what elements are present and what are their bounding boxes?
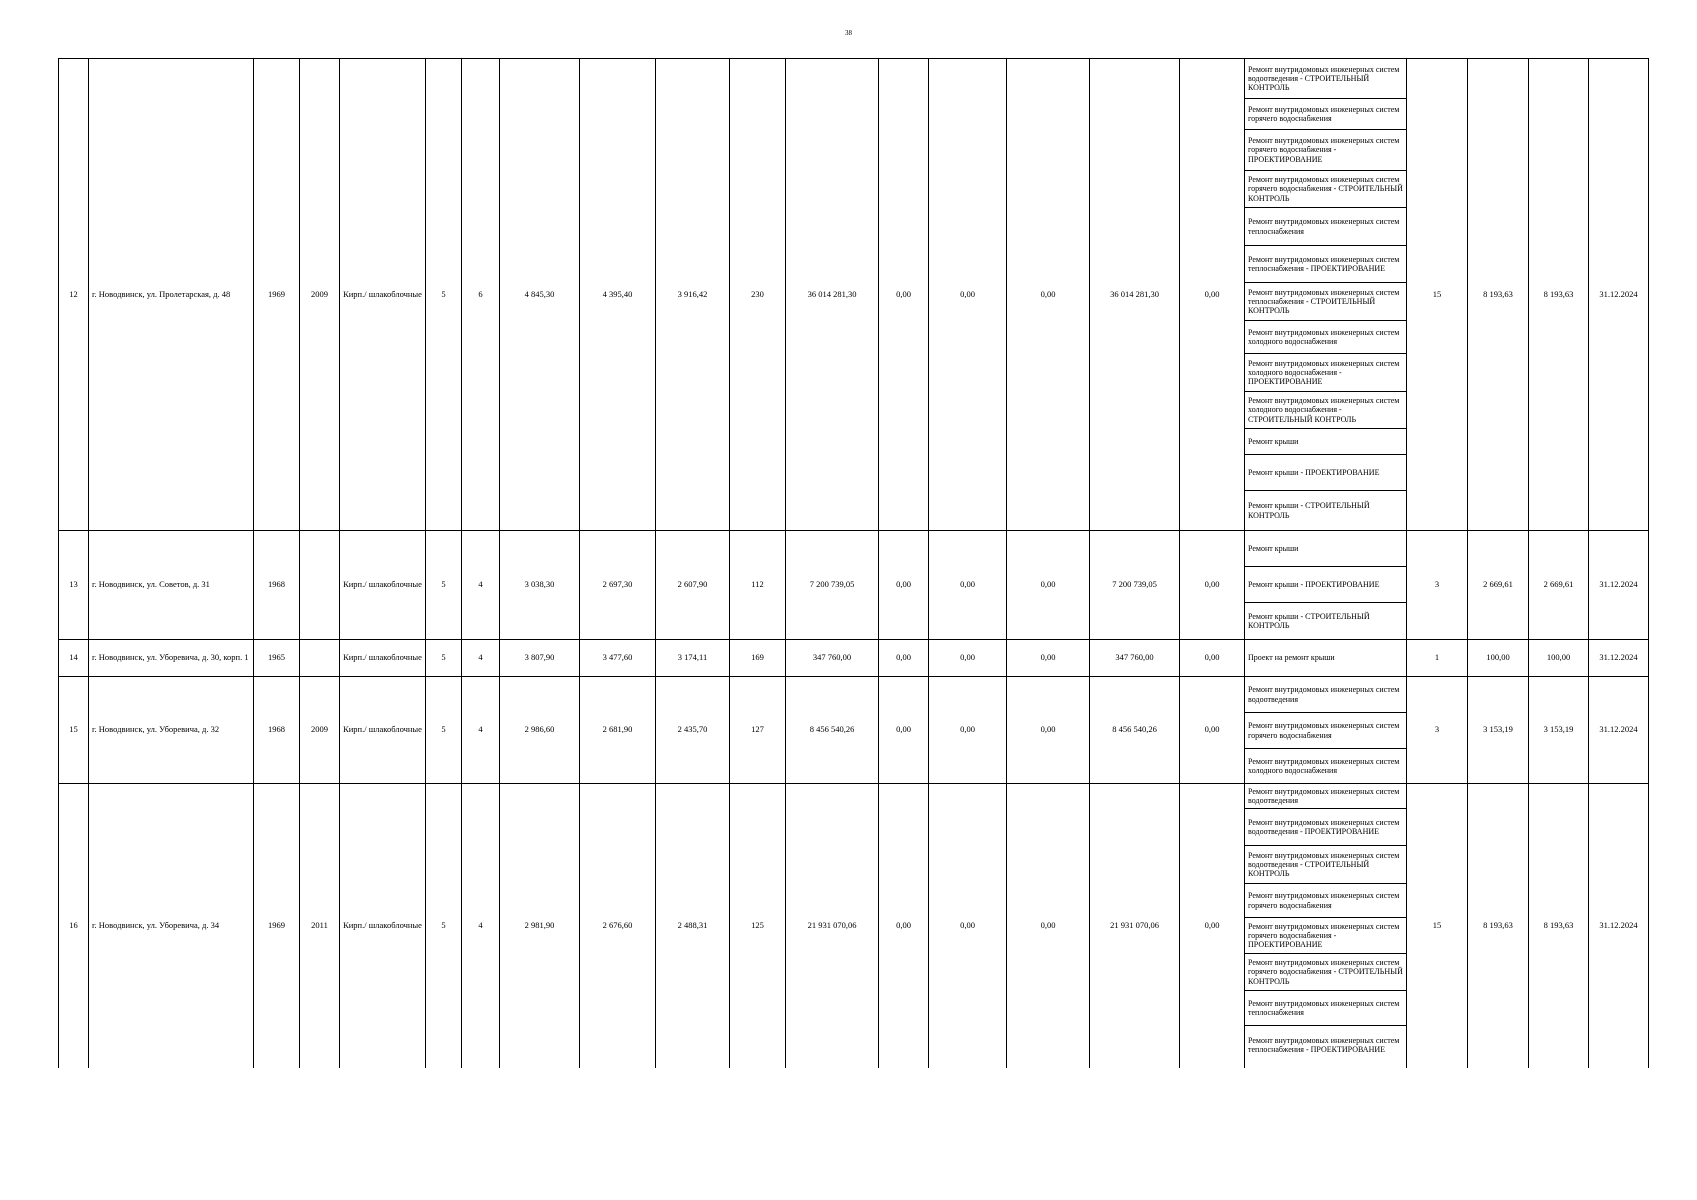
work-item: Ремонт внутридомовых инженерных систем холодного водоснабжения - ПРОЕКТИРОВАНИЕ: [1245, 354, 1406, 392]
living-area-cell: 2 435,70: [656, 677, 730, 784]
total-cost-cell: 8 456 540,26: [786, 677, 879, 784]
floors-count-cell: 5: [426, 640, 462, 677]
year-last-repair-cell: 2009: [300, 59, 340, 531]
work-item: Ремонт внутридомовых инженерных систем теплоснабжения - СТРОИТЕЛЬНЫЙ КОНТРОЛЬ: [1245, 283, 1406, 321]
table-row: [59, 531, 1649, 640]
fund-local-cell: 0,00: [1007, 677, 1090, 784]
fund-local-cell: 0,00: [1007, 640, 1090, 677]
table-row: [59, 677, 1649, 784]
floors-count-cell: 5: [426, 59, 462, 531]
unit-cost-max-cell: 2 669,61: [1529, 531, 1589, 640]
unit-cost-cell: 3 153,19: [1468, 677, 1529, 784]
deadline-cell: 31.12.2024: [1589, 677, 1649, 784]
year-built-cell: 1969: [254, 59, 300, 531]
premises-area-cell: 2 681,90: [580, 677, 656, 784]
works-count-cell: 15: [1407, 784, 1468, 1068]
residents-count-cell: 230: [730, 59, 786, 531]
wall-material-cell: Кирп./ шлакоблочные: [340, 677, 426, 784]
entrances-count-cell: 4: [462, 677, 500, 784]
fund-other-cell: 0,00: [1180, 677, 1245, 784]
work-item: Ремонт внутридомовых инженерных систем водоотведения - ПРОЕКТИРОВАНИЕ: [1245, 809, 1406, 846]
living-area-cell: 3 174,11: [656, 640, 730, 677]
work-item: Ремонт внутридомовых инженерных систем теплоснабжения: [1245, 208, 1406, 246]
year-built-cell: 1965: [254, 640, 300, 677]
works-count-cell: 1: [1407, 640, 1468, 677]
fund-regional-cell: 0,00: [929, 640, 1007, 677]
works-count-cell: 3: [1407, 677, 1468, 784]
fund-owners-cell: 8 456 540,26: [1090, 677, 1180, 784]
year-last-repair-cell: 2011: [300, 784, 340, 1068]
fund-federal-cell: 0,00: [879, 784, 929, 1068]
address-cell: г. Новодвинск, ул. Пролетарская, д. 48: [89, 59, 254, 531]
row-number-cell: 16: [59, 784, 89, 1068]
deadline-cell: 31.12.2024: [1589, 59, 1649, 531]
row-number-cell: 14: [59, 640, 89, 677]
total-cost-cell: 347 760,00: [786, 640, 879, 677]
year-last-repair-cell: [300, 531, 340, 640]
fund-other-cell: 0,00: [1180, 640, 1245, 677]
work-list: [1245, 531, 1406, 639]
total-area-cell: 4 845,30: [500, 59, 580, 531]
fund-federal-cell: 0,00: [879, 59, 929, 531]
address-cell: г. Новодвинск, ул. Уборевича, д. 30, корп. 1: [89, 640, 254, 677]
work-item: Ремонт внутридомовых инженерных систем горячего водоснабжения: [1245, 713, 1406, 749]
year-built-cell: 1968: [254, 677, 300, 784]
total-area-cell: 2 981,90: [500, 784, 580, 1068]
living-area-cell: 2 607,90: [656, 531, 730, 640]
address-cell: г. Новодвинск, ул. Уборевича, д. 32: [89, 677, 254, 784]
work-item: Ремонт крыши: [1245, 429, 1406, 455]
year-built-cell: 1969: [254, 784, 300, 1068]
work-item: Ремонт внутридомовых инженерных систем теплоснабжения - ПРОЕКТИРОВАНИЕ: [1248, 1035, 1400, 1054]
unit-cost-cell: 8 193,63: [1468, 784, 1529, 1068]
address-cell: г. Новодвинск, ул. Уборевича, д. 34: [89, 784, 254, 1068]
work-item: Ремонт крыши: [1245, 531, 1406, 567]
work-types-cell: [1245, 59, 1407, 531]
unit-cost-max-cell: 8 193,63: [1529, 59, 1589, 531]
fund-federal-cell: 0,00: [879, 640, 929, 677]
total-area-cell: 2 986,60: [500, 677, 580, 784]
deadline-cell: 31.12.2024: [1589, 640, 1649, 677]
row-number-cell: 13: [59, 531, 89, 640]
row-number-cell: 15: [59, 677, 89, 784]
work-item: Ремонт внутридомовых инженерных систем горячего водоснабжения - СТРОИТЕЛЬНЫЙ КОНТРОЛЬ: [1245, 171, 1406, 208]
entrances-count-cell: 6: [462, 59, 500, 531]
work-types-cell: [1245, 640, 1407, 677]
unit-cost-max-cell: 100,00: [1529, 640, 1589, 677]
work-item: Ремонт внутридомовых инженерных систем холодного водоснабжения: [1245, 321, 1406, 354]
work-item: Ремонт крыши - ПРОЕКТИРОВАНИЕ: [1245, 567, 1406, 603]
total-cost-cell: 36 014 281,30: [786, 59, 879, 531]
work-item: Ремонт внутридомовых инженерных систем холодного водоснабжения - СТРОИТЕЛЬНЫЙ КОНТРОЛЬ: [1245, 392, 1406, 429]
residents-count-cell: 112: [730, 531, 786, 640]
fund-local-cell: 0,00: [1007, 531, 1090, 640]
year-last-repair-cell: 2009: [300, 677, 340, 784]
work-item: Ремонт внутридомовых инженерных систем водоотведения - СТРОИТЕЛЬНЫЙ КОНТРОЛЬ: [1245, 846, 1406, 884]
wall-material-cell: Кирп./ шлакоблочные: [340, 640, 426, 677]
year-last-repair-cell: [300, 640, 340, 677]
work-item: Ремонт внутридомовых инженерных систем водоотведения: [1245, 784, 1406, 809]
entrances-count-cell: 4: [462, 640, 500, 677]
residents-count-cell: 125: [730, 784, 786, 1068]
table-row: [59, 640, 1649, 677]
fund-other-cell: 0,00: [1180, 784, 1245, 1068]
year-built-cell: 1968: [254, 531, 300, 640]
fund-regional-cell: 0,00: [929, 784, 1007, 1068]
page-number: 38: [845, 29, 852, 37]
work-item: Ремонт крыши - СТРОИТЕЛЬНЫЙ КОНТРОЛЬ: [1248, 501, 1370, 520]
fund-other-cell: 0,00: [1180, 59, 1245, 531]
work-types-cell: [1245, 677, 1407, 784]
floors-count-cell: 5: [426, 531, 462, 640]
work-item: Ремонт внутридомовых инженерных систем горячего водоснабжения - ПРОЕКТИРОВАНИЕ: [1245, 918, 1406, 954]
work-item: Ремонт внутридомовых инженерных систем водоотведения: [1245, 677, 1406, 713]
work-list: [1245, 677, 1406, 783]
works-count-cell: 3: [1407, 531, 1468, 640]
work-types-cell: [1245, 784, 1407, 1068]
total-area-cell: 3 807,90: [500, 640, 580, 677]
fund-owners-cell: 347 760,00: [1090, 640, 1180, 677]
work-item: Ремонт внутридомовых инженерных систем холодного водоснабжения: [1248, 756, 1400, 775]
premises-area-cell: 4 395,40: [580, 59, 656, 531]
residents-count-cell: 169: [730, 640, 786, 677]
fund-federal-cell: 0,00: [879, 531, 929, 640]
fund-regional-cell: 0,00: [929, 531, 1007, 640]
work-item: Ремонт крыши - СТРОИТЕЛЬНЫЙ КОНТРОЛЬ: [1248, 611, 1370, 630]
work-item: Ремонт внутридомовых инженерных систем теплоснабжения: [1245, 991, 1406, 1026]
fund-federal-cell: 0,00: [879, 677, 929, 784]
unit-cost-max-cell: 3 153,19: [1529, 677, 1589, 784]
row-number-cell: 12: [59, 59, 89, 531]
fund-local-cell: 0,00: [1007, 784, 1090, 1068]
total-area-cell: 3 038,30: [500, 531, 580, 640]
work-item: Ремонт внутридомовых инженерных систем горячего водоснабжения: [1245, 99, 1406, 130]
total-cost-cell: 7 200 739,05: [786, 531, 879, 640]
total-cost-cell: 21 931 070,06: [786, 784, 879, 1068]
fund-regional-cell: 0,00: [929, 677, 1007, 784]
living-area-cell: 2 488,31: [656, 784, 730, 1068]
work-item: Ремонт внутридомовых инженерных систем горячего водоснабжения - СТРОИТЕЛЬНЫЙ КОНТРОЛЬ: [1245, 954, 1406, 991]
floors-count-cell: 5: [426, 677, 462, 784]
table-row: [59, 784, 1649, 1068]
wall-material-cell: Кирп./ шлакоблочные: [340, 784, 426, 1068]
work-item: Ремонт внутридомовых инженерных систем горячего водоснабжения: [1245, 884, 1406, 918]
unit-cost-max-cell: 8 193,63: [1529, 784, 1589, 1068]
work-item: Ремонт внутридомовых инженерных систем горячего водоснабжения - ПРОЕКТИРОВАНИЕ: [1245, 130, 1406, 171]
premises-area-cell: 2 697,30: [580, 531, 656, 640]
fund-owners-cell: 36 014 281,30: [1090, 59, 1180, 531]
work-list: [1245, 59, 1406, 530]
wall-material-cell: Кирп./ шлакоблочные: [340, 59, 426, 531]
works-count-cell: 15: [1407, 59, 1468, 531]
floors-count-cell: 5: [426, 784, 462, 1068]
wall-material-cell: Кирп./ шлакоблочные: [340, 531, 426, 640]
deadline-cell: 31.12.2024: [1589, 531, 1649, 640]
entrances-count-cell: 4: [462, 531, 500, 640]
work-list: [1245, 640, 1406, 676]
unit-cost-cell: 100,00: [1468, 640, 1529, 677]
fund-local-cell: 0,00: [1007, 59, 1090, 531]
residents-count-cell: 127: [730, 677, 786, 784]
table-row: [59, 59, 1649, 531]
deadline-cell: 31.12.2024: [1589, 784, 1649, 1068]
fund-owners-cell: 21 931 070,06: [1090, 784, 1180, 1068]
work-item: Ремонт внутридомовых инженерных систем водоотведения - СТРОИТЕЛЬНЫЙ КОНТРОЛЬ: [1245, 59, 1406, 99]
entrances-count-cell: 4: [462, 784, 500, 1068]
unit-cost-cell: 2 669,61: [1468, 531, 1529, 640]
work-types-cell: [1245, 531, 1407, 640]
fund-regional-cell: 0,00: [929, 59, 1007, 531]
unit-cost-cell: 8 193,63: [1468, 59, 1529, 531]
work-item: Ремонт крыши - ПРОЕКТИРОВАНИЕ: [1245, 455, 1406, 491]
living-area-cell: 3 916,42: [656, 59, 730, 531]
fund-other-cell: 0,00: [1180, 531, 1245, 640]
premises-area-cell: 3 477,60: [580, 640, 656, 677]
address-cell: г. Новодвинск, ул. Советов, д. 31: [89, 531, 254, 640]
premises-area-cell: 2 676,60: [580, 784, 656, 1068]
work-item: Проект на ремонт крыши: [1248, 653, 1335, 663]
fund-owners-cell: 7 200 739,05: [1090, 531, 1180, 640]
work-item: Ремонт внутридомовых инженерных систем теплоснабжения - ПРОЕКТИРОВАНИЕ: [1245, 246, 1406, 283]
repair-program-table: [58, 58, 1649, 1068]
work-list: [1245, 784, 1406, 1064]
